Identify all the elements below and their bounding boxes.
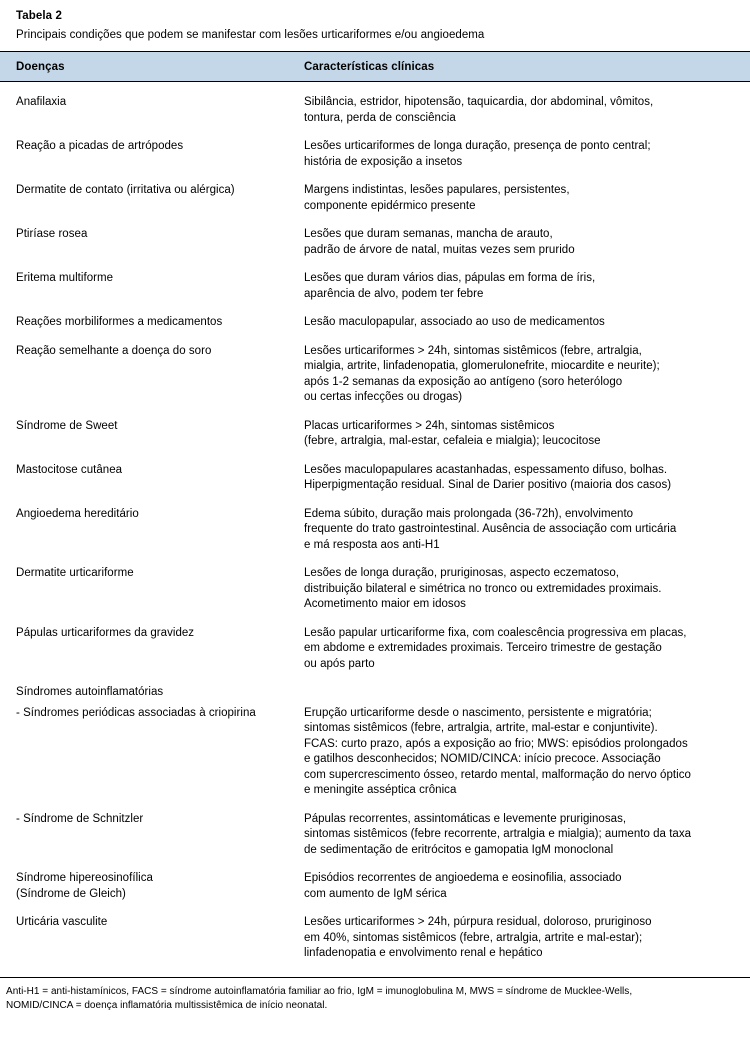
table-title: Principais condições que podem se manifestar com lesões urticariformes e/ou angioedema [16,29,485,41]
table-row [0,227,750,271]
cell-clinical-features [304,626,750,673]
feature-line: com aumento de IgM sérica [304,887,447,900]
table-row [0,271,750,315]
feature-line: ou após parto [304,657,375,670]
cell-disease [0,183,304,199]
feature-line: com supercrescimento ósseo, retardo mental, malformação do nervo óptico [304,768,691,781]
table-row [0,463,750,507]
table-row [0,915,750,975]
feature-line: sintomas sistêmicos (febre recorrente, artralgia e mialgia); aumento da taxa [304,828,692,840]
disease-line: Anafilaxia [16,96,67,108]
cell-clinical-features [304,706,750,799]
cell-clinical-features [304,812,750,859]
feature-line: Lesões urticariformes > 24h, sintomas sistêmicos (febre, artralgia, [304,344,642,357]
data-table [0,51,750,1013]
disease-line: Mastocitose cutânea [16,463,123,476]
feature-line: Lesões de longa duração, pruriginosas, aspecto eczematoso, [304,567,619,579]
feature-line: após 1-2 semanas da exposição ao antígeno (soro heterólogo [304,375,623,388]
table-row [0,344,750,419]
feature-line: Lesões que duram vários dias, pápulas em forma de íris, [304,272,596,284]
feature-line: história de exposição a insetos [304,155,463,168]
disease-line: Síndrome hipereosinofílica [16,872,153,884]
disease-line: Urticária vasculite [16,916,108,928]
disease-line: Dermatite de contato (irritativa ou alérgica) [16,184,235,196]
cell-clinical-features [304,566,750,613]
cell-disease [0,566,304,582]
feature-line: mialgia, artrite, linfadenopatia, glomerulonefrite, miocardite e neurite); [304,360,660,372]
feature-line: e gatilhos desconhecidos; NOMID/CINCA: início precoce. Associação [304,753,661,765]
table-footnote [0,978,750,1013]
cell-clinical-features [304,139,750,170]
feature-line: Lesões urticariformes de longa duração, presença de ponto central; [304,140,651,152]
disease-line: Ptiríase rosea [16,228,88,240]
cell-disease [0,139,304,155]
cell-clinical-features [304,227,750,258]
cell-disease [0,227,304,243]
disease-line: Reação semelhante a doença do soro [16,344,212,357]
feature-line: aparência de alvo, podem ter febre [304,287,484,300]
table-row [0,812,750,872]
table-number-label: Tabela 2 [16,10,62,22]
disease-line: Síndrome de Sweet [16,419,118,432]
table-row [0,95,750,139]
feature-line: sintomas sistêmicos (febre, artralgia, artrite, mal-estar e conjuntivite). [304,722,658,734]
cell-clinical-features [304,463,750,494]
cell-disease [0,344,304,360]
disease-line: Reações morbiliformes a medicamentos [16,316,223,328]
table-row [0,685,750,706]
disease-line: - Síndrome de Schnitzler [16,812,144,825]
feature-line: FCAS: curto prazo, após a exposição ao frio; MWS: episódios prolongados [304,737,688,750]
cell-clinical-features [304,915,750,962]
cell-disease [0,419,304,435]
cell-disease [0,95,304,111]
feature-line: e má resposta aos anti-H1 [304,538,440,551]
cell-clinical-features [304,419,750,450]
feature-line: Placas urticariformes > 24h, sintomas sistêmicos [304,419,555,432]
table-row [0,626,750,686]
cell-disease [0,626,304,642]
feature-line: Hiperpigmentação residual. Sinal de Darier positivo (maioria dos casos) [304,479,672,491]
feature-line: de sedimentação de eritrócitos e gamopatia IgM monoclonal [304,843,614,856]
cell-clinical-features [304,507,750,554]
table-row [0,419,750,463]
feature-line: Erupção urticariforme desde o nascimento, persistente e migratória; [304,706,652,719]
cell-clinical-features [304,344,750,406]
feature-line: em abdome e extremidades proximais. Terceiro trimestre de gestação [304,642,662,654]
feature-line: distribuição bilateral e simétrica no tronco ou extremidades proximais. [304,582,662,595]
cell-disease [0,685,304,701]
cell-disease [0,871,304,902]
disease-line: Reação a picadas de artrópodes [16,140,184,152]
footnote-line: Anti-H1 = anti-histamínicos, FACS = síndrome autoinflamatória familiar ao frio, IgM = imunoglobulina M, MWS = síndrome de Mucklee-Wells, [6,985,633,997]
column-header-doencas: Doenças [16,60,65,73]
feature-line: Pápulas recorrentes, assintomáticas e levemente pruriginosas, [304,812,627,825]
table-row [0,871,750,915]
cell-disease [0,315,304,331]
disease-line: Síndromes autoinflamatórias [16,686,164,698]
disease-line: Dermatite urticariforme [16,567,134,579]
cell-clinical-features [304,271,750,302]
feature-line: Lesões que duram semanas, mancha de arauto, [304,228,553,240]
disease-line: - Síndromes periódicas associadas à criopirina [16,706,256,719]
feature-line: Edema súbito, duração mais prolongada (36-72h), envolvimento [304,507,634,520]
table-body [0,82,750,975]
feature-line: Margens indistintas, lesões papulares, persistentes, [304,184,570,196]
column-header-caracteristicas: Características clínicas [304,60,435,73]
feature-line: Sibilância, estridor, hipotensão, taquicardia, dor abdominal, vômitos, [304,96,654,108]
feature-line: linfadenopatia e envolvimento renal e hepático [304,947,543,959]
cell-disease [0,915,304,931]
table-caption [0,0,750,43]
feature-line: Lesões urticariformes > 24h, púrpura residual, doloroso, pruriginoso [304,916,652,928]
table-row [0,507,750,567]
feature-line: padrão de árvore de natal, muitas vezes sem prurido [304,243,575,256]
feature-line: tontura, perda de consciência [304,111,456,124]
feature-line: componente epidérmico presente [304,199,476,212]
feature-line: (febre, artralgia, mal-estar, cefaleia e mialgia); leucocitose [304,435,601,447]
cell-disease [0,812,304,828]
cell-clinical-features [304,95,750,126]
table-row [0,706,750,812]
feature-line: ou certas infecções ou drogas) [304,391,463,403]
cell-clinical-features [304,315,750,331]
table-row [0,566,750,626]
feature-line: e meningite asséptica crônica [304,784,457,796]
table-row [0,139,750,183]
footnote-line: NOMID/CINCA = doença inflamatória multissistêmica de início neonatal. [6,999,328,1011]
feature-line: frequente do trato gastrointestinal. Ausência de associação com urticária [304,523,677,535]
disease-line: Eritema multiforme [16,272,114,284]
table-row [0,315,750,344]
feature-line: Episódios recorrentes de angioedema e eosinofilia, associado [304,872,622,884]
feature-line: Lesões maculopapulares acastanhadas, espessamento difuso, bolhas. [304,463,668,476]
cell-clinical-features [304,183,750,214]
table-header-row [0,52,750,81]
feature-line: Acometimento maior em idosos [304,598,466,610]
cell-disease [0,463,304,479]
disease-line: Angioedema hereditário [16,507,139,520]
cell-disease [0,271,304,287]
cell-disease [0,507,304,523]
feature-line: em 40%, sintomas sistêmicos (febre, artralgia, artrite e mal-estar); [304,931,643,944]
feature-line: Lesão papular urticariforme fixa, com coalescência progressiva em placas, [304,626,687,639]
table-row [0,183,750,227]
cell-disease [0,706,304,722]
feature-line: Lesão maculopapular, associado ao uso de medicamentos [304,316,605,328]
disease-line: Pápulas urticariformes da gravidez [16,626,195,639]
cell-clinical-features [304,871,750,902]
disease-line: (Síndrome de Gleich) [16,887,126,900]
